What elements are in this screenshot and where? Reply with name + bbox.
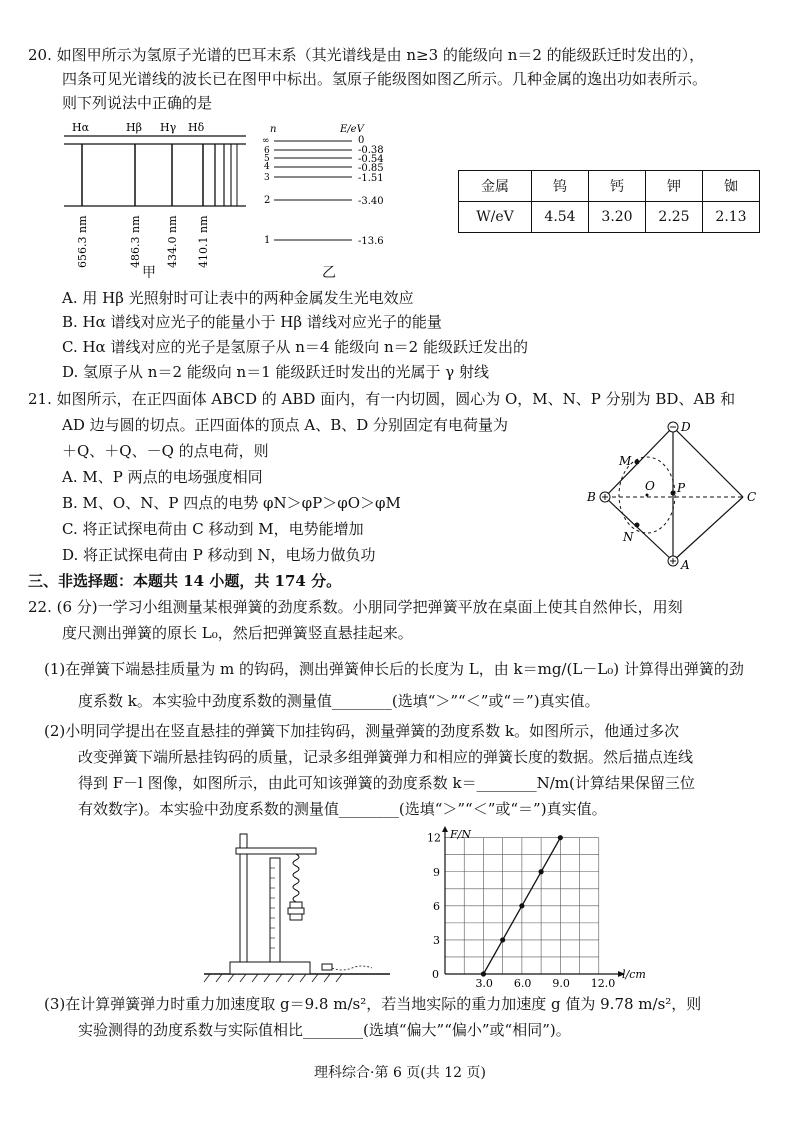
svg-text:0: 0 xyxy=(358,135,365,146)
q22-intro-1: 22. (6 分)一学习小组测量某根弹簧的劲度系数。小朋同学把弹簧平放在桌面上使其自然伸长，用刻 xyxy=(28,598,683,616)
q21-option-b: B. M、O、N、P 四点的电势 φN＞φP＞φO＞φM xyxy=(62,494,401,512)
q22-p1-line-2: 度系数 k。本实验中劲度系数的测量值________(选填“＞”“＜”或“＝”)真实值。 xyxy=(78,692,600,710)
data-point xyxy=(539,869,544,874)
y-axis-label: F/N xyxy=(450,828,471,841)
svg-text:6: 6 xyxy=(264,146,270,156)
origin-label: 0 xyxy=(432,968,439,981)
svg-text:2: 2 xyxy=(264,195,271,206)
svg-text:-3.40: -3.40 xyxy=(358,196,384,207)
q20-option-b: B. Hα 谱线对应光子的能量小于 Hβ 谱线对应光子的能量 xyxy=(62,313,442,331)
label-h-gamma: Hγ xyxy=(160,121,177,134)
q20-line-2: 四条可见光谱线的波长已在图甲中标出。氢原子能级图如图乙所示。几种金属的逸出功如表所示。 xyxy=(62,70,708,88)
svg-text:1: 1 xyxy=(264,235,271,246)
q21-option-a: A. M、P 两点的电场强度相同 xyxy=(62,468,263,486)
data-point xyxy=(481,971,486,976)
wavelength-1: 656.3 nm xyxy=(76,215,89,268)
q22-p1-line-1: (1)在弹簧下端悬挂质量为 m 的钩码，测出弹簧伸长后的长度为 L，由 k＝mg/(L－L₀) 计算得出弹簧的劲 xyxy=(44,660,744,678)
level-1 xyxy=(264,235,384,247)
q20-option-d: D. 氢原子从 n＝2 能级向 n＝1 能级跃迁时发出的光属于 γ 射线 xyxy=(62,363,490,381)
vertex-b-label: B xyxy=(587,490,596,504)
svg-text:5: 5 xyxy=(264,154,270,164)
page-footer: 理科综合·第 6 页(共 12 页) xyxy=(314,1065,486,1081)
y-tick-label: 3 xyxy=(433,933,440,947)
q22-p2-line-3: 得到 F－l 图像，如图所示，由此可知该弹簧的劲度系数 k＝________N/m(计算结果保留三位 xyxy=(78,774,695,792)
x-axis-label: l/cm xyxy=(622,968,646,981)
q22-intro-2: 度尺测出弹簧的原长 L₀，然后把弹簧竖直悬挂起来。 xyxy=(62,624,413,642)
table-cell: 钾 xyxy=(646,171,703,202)
table-cell: 铷 xyxy=(703,171,760,202)
vertex-a-label: A xyxy=(681,558,690,572)
table-cell: 2.13 xyxy=(703,202,760,233)
table-cell: 3.20 xyxy=(589,202,646,233)
spring-apparatus-figure xyxy=(200,828,400,984)
tetrahedron-figure xyxy=(585,415,765,575)
y-tick-label: 6 xyxy=(433,899,440,913)
table-cell: 钙 xyxy=(589,171,646,202)
energy-axis-label: E/eV xyxy=(340,124,364,135)
vertex-d-label: D xyxy=(681,420,691,434)
level-2 xyxy=(264,195,384,207)
q22-p2-line-4: 有效数字)。本实验中劲度系数的测量值________(选填“＞”“＜”或“＝”)真实值。 xyxy=(78,800,607,818)
q21-line-1: 21. 如图所示，在正四面体 ABCD 的 ABD 面内，有一内切圆，圆心为 O，M、N、P 分别为 BD、AB 和 xyxy=(28,390,736,408)
q21-line-3: ＋Q、＋Q、－Q 的点电荷，则 xyxy=(62,442,269,460)
wavelength-3: 434.0 nm xyxy=(166,215,179,268)
svg-text:-1.51: -1.51 xyxy=(358,173,384,184)
svg-text:-0.85: -0.85 xyxy=(358,163,384,174)
table-cell: 2.25 xyxy=(646,202,703,233)
f-l-chart xyxy=(410,826,646,990)
q20-option-c: C. Hα 谱线对应的光子是氢原子从 n＝4 能级向 n＝2 能级跃迁发出的 xyxy=(62,338,528,356)
x-tick-label: 9.0 xyxy=(552,977,570,990)
q20-option-a: A. 用 Hβ 光照射时可让表中的两种金属发生光电效应 xyxy=(62,289,414,307)
y-tick-label: 12 xyxy=(427,831,441,845)
caption-jia: 甲 xyxy=(142,265,156,281)
x-tick-label: 3.0 xyxy=(475,977,493,990)
label-h-alpha: Hα xyxy=(72,121,90,134)
q20-line-3: 则下列说法中正确的是 xyxy=(62,94,213,112)
vertex-c-label: C xyxy=(747,490,757,504)
svg-text:3: 3 xyxy=(264,173,270,183)
svg-text:-0.38: -0.38 xyxy=(358,145,384,156)
table-cell: 4.54 xyxy=(532,202,589,233)
table-cell: W/eV xyxy=(459,202,532,233)
point-n-label: N xyxy=(623,530,634,544)
label-h-beta: Hβ xyxy=(126,121,142,134)
q22-p2-line-1: (2)小明同学提出在竖直悬挂的弹簧下加挂钩码，测量弹簧的劲度系数 k。如图所示，他通过多次 xyxy=(44,722,680,740)
section-3-heading: 三、非选择题：本题共 14 小题，共 174 分。 xyxy=(28,572,342,590)
wavelength-2: 486.3 nm xyxy=(129,215,142,268)
point-p-label: P xyxy=(677,481,686,495)
q21-option-c: C. 将正试探电荷由 C 移动到 M，电势能增加 xyxy=(62,520,364,538)
table-row xyxy=(459,202,760,233)
data-point xyxy=(519,903,524,908)
point-m-label: M xyxy=(619,454,632,468)
q21-line-2: AD 边与圆的切点。正四面体的顶点 A、B、D 分别固定有电荷量为 xyxy=(62,416,509,434)
center-o-label: O xyxy=(645,479,655,493)
wavelength-4: 410.1 nm xyxy=(197,215,210,268)
table-cell: 钨 xyxy=(532,171,589,202)
x-tick-label: 6.0 xyxy=(513,977,532,990)
n-label: n xyxy=(270,124,277,135)
q22-p3-line-1: (3)在计算弹簧弹力时重力加速度取 g＝9.8 m/s²，若当地实际的重力加速度 g 值为 9.78 m/s²，则 xyxy=(44,995,702,1013)
data-point xyxy=(558,835,563,840)
table-row xyxy=(459,171,760,202)
level-inf xyxy=(262,135,364,146)
work-function-table xyxy=(458,170,760,233)
svg-text:∞: ∞ xyxy=(262,136,270,146)
q22-p2-line-2: 改变弹簧下端所悬挂钩码的质量，记录多组弹簧弹力和相应的弹簧长度的数据。然后描点连线 xyxy=(78,748,694,766)
svg-text:4: 4 xyxy=(264,162,270,172)
y-axis-arrow xyxy=(442,826,448,832)
q22-p3-line-2: 实验测得的劲度系数与实际值相比________(选填“偏大”“偏小”或“相同”)。 xyxy=(78,1021,571,1039)
level-3 xyxy=(264,173,384,184)
svg-text:-0.54: -0.54 xyxy=(358,154,384,165)
q20-line-1: 20. 如图甲所示为氢原子光谱的巴耳末系（其光谱线是由 n≥3 的能级向 n＝2 的能级跃迁时发出的）， xyxy=(28,46,705,64)
spectrum-figure xyxy=(60,118,260,278)
x-tick-label: 12.0 xyxy=(590,977,616,990)
caption-yi: 乙 xyxy=(322,265,336,281)
svg-text:-13.6: -13.6 xyxy=(358,236,384,247)
y-tick-label: 9 xyxy=(433,865,440,879)
table-cell: 金属 xyxy=(459,171,532,202)
label-h-delta: Hδ xyxy=(188,121,205,134)
energy-level-figure xyxy=(262,122,412,252)
q21-option-d: D. 将正试探电荷由 P 移动到 N，电场力做负功 xyxy=(62,546,376,564)
data-point xyxy=(500,937,505,942)
